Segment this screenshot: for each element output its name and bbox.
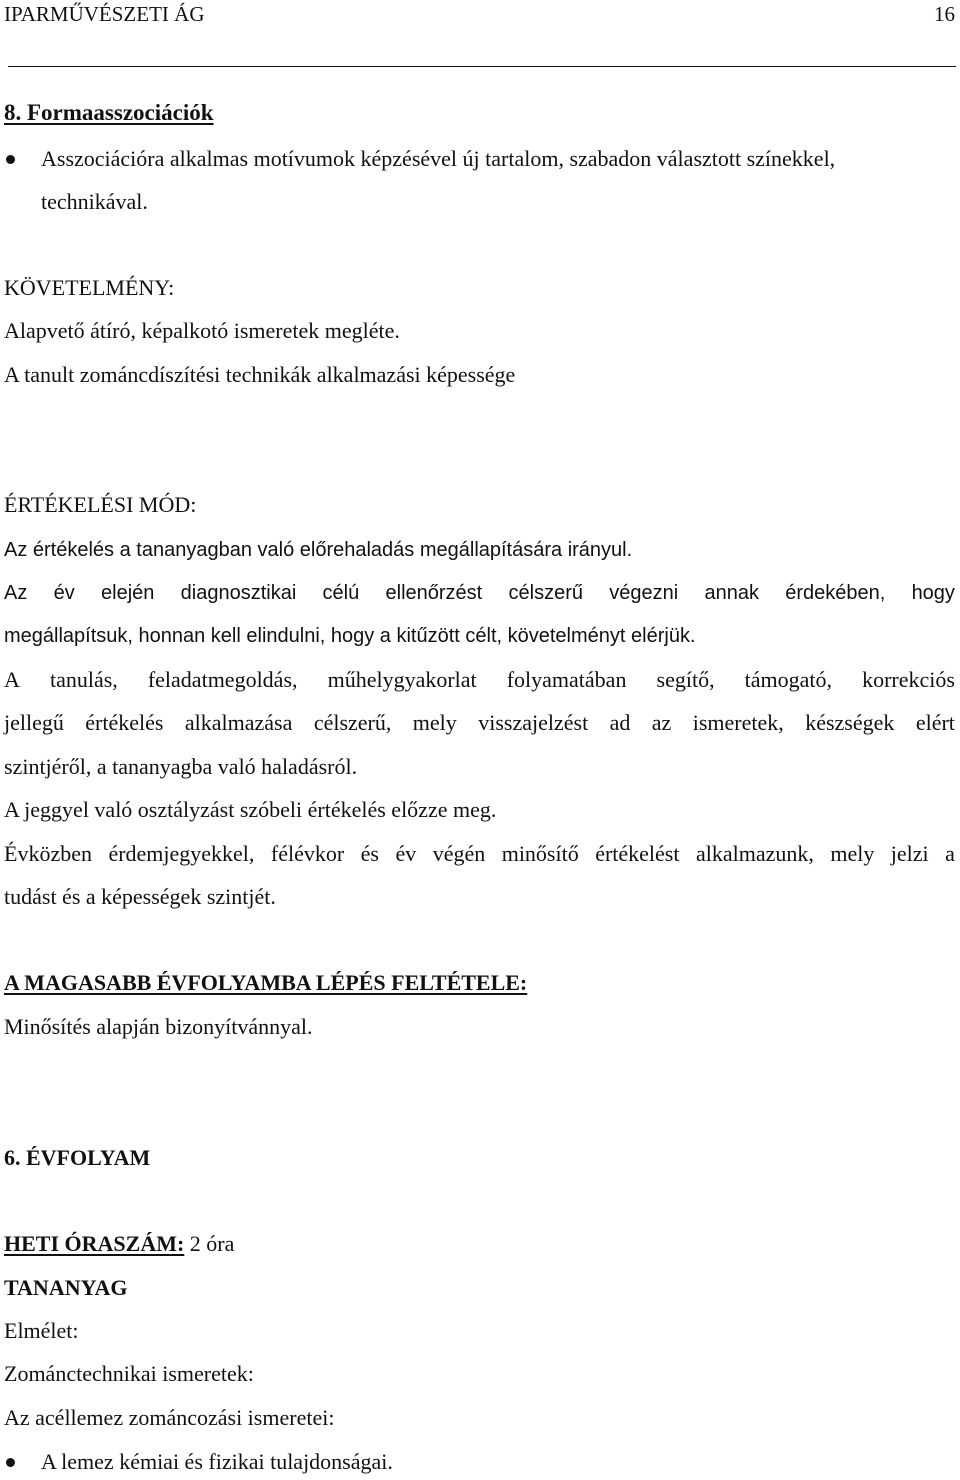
word: korrekciós — [862, 667, 955, 692]
word: év — [395, 841, 417, 866]
word: visszajelzést — [478, 710, 589, 735]
word: ad — [609, 710, 631, 735]
word: készségek — [805, 710, 895, 735]
word: minősítő — [501, 841, 579, 866]
word: Az — [4, 582, 28, 604]
promotion-heading: A MAGASABB ÉVFOLYAMBA LÉPÉS FELTÉTELE: — [4, 970, 528, 995]
promotion-line: Minősítés alapján bizonyítvánnyal. — [4, 1014, 313, 1039]
word: a — [945, 841, 955, 866]
word: ismeretek, — [692, 710, 784, 735]
evaluation-line: A jeggyel való osztályzást szóbeli értékelés előzze meg. — [4, 797, 497, 822]
running-title: IPARMŰVÉSZETI ÁG — [4, 2, 205, 26]
bullet-icon — [6, 1458, 15, 1467]
word: műhelygyakorlat — [327, 667, 477, 692]
word: annak — [704, 582, 759, 604]
word: elért — [915, 710, 955, 735]
word: alkalmazása — [184, 710, 293, 735]
bullet-text: A lemez kémiai és fizikai tulajdonságai. — [41, 1449, 393, 1474]
steel-enamelling-label: Az acéllemez zománcozási ismeretei: — [4, 1405, 335, 1430]
evaluation-paragraph-line — [4, 712, 955, 734]
word: A — [4, 667, 20, 692]
theory-label: Elmélet: — [4, 1318, 79, 1343]
header-rule — [8, 66, 956, 67]
evaluation-paragraph-line — [4, 843, 955, 865]
word: elején — [101, 582, 155, 604]
weekly-hours — [4, 1233, 234, 1255]
word: folyamatában — [506, 667, 627, 692]
word: mely — [830, 841, 875, 866]
requirements-line: A tanult zománcdíszítési technikák alkalmazási képessége — [4, 362, 516, 387]
evaluation-paragraph-line — [4, 669, 955, 691]
word: célszerű, — [313, 710, 392, 735]
word: végén — [432, 841, 486, 866]
enamel-technique-label: Zománctechnikai ismeretek: — [4, 1361, 254, 1386]
word: hogy — [911, 582, 955, 604]
evaluation-heading: ÉRTÉKELÉSI MÓD: — [4, 492, 197, 517]
evaluation-paragraph-line: szintjéről, a tananyagba való haladásról. — [4, 754, 358, 779]
word: és — [360, 841, 379, 866]
evaluation-paragraph-line — [4, 583, 955, 603]
evaluation-paragraph-line: megállapítsuk, honnan kell elindulni, hogy a kitűzött célt, követelményt elérjük. — [4, 625, 696, 647]
word: ellenőrzést — [385, 582, 483, 604]
word: segítő, — [656, 667, 715, 692]
word: érdekében, — [785, 582, 886, 604]
weekly-hours-value: 2 óra — [184, 1231, 235, 1256]
word: érdemjegyekkel, — [108, 841, 255, 866]
section-heading: 8. Formaasszociációk — [4, 100, 214, 125]
word: feladatmegoldás, — [147, 667, 298, 692]
word: célszerű — [508, 582, 583, 604]
word: Évközben — [4, 841, 92, 866]
bullet-icon — [6, 155, 15, 164]
evaluation-line: Az értékelés a tananyagban való előrehaladás megállapítására irányul. — [4, 539, 633, 561]
bullet-text-continuation: technikával. — [41, 189, 148, 214]
word: alkalmazunk, — [695, 841, 814, 866]
word: jellegű — [4, 710, 64, 735]
curriculum-heading: TANANYAG — [4, 1275, 128, 1300]
requirements-heading: KÖVETELMÉNY: — [4, 275, 175, 300]
requirements-line: Alapvető átíró, képalkotó ismeretek megléte. — [4, 318, 400, 343]
word: félévkor — [270, 841, 345, 866]
word: támogató, — [744, 667, 833, 692]
word: értékelés — [85, 710, 164, 735]
word: jelzi — [890, 841, 929, 866]
grade-heading: 6. ÉVFOLYAM — [4, 1145, 151, 1170]
word: célú — [322, 582, 360, 604]
evaluation-paragraph-line: tudást és a képességek szintjét. — [4, 884, 276, 909]
word: tanulás, — [49, 667, 118, 692]
word: év — [53, 582, 75, 604]
weekly-hours-label: HETI ÓRASZÁM: — [4, 1231, 185, 1256]
word: az — [651, 710, 672, 735]
word: értékelést — [595, 841, 680, 866]
page-number: 16 — [934, 2, 955, 26]
word: diagnosztikai — [180, 582, 297, 604]
word: mely — [412, 710, 457, 735]
bullet-text: Asszociációra alkalmas motívumok képzésével új tartalom, szabadon választott színekkel, — [41, 146, 836, 171]
word: végezni — [609, 582, 679, 604]
